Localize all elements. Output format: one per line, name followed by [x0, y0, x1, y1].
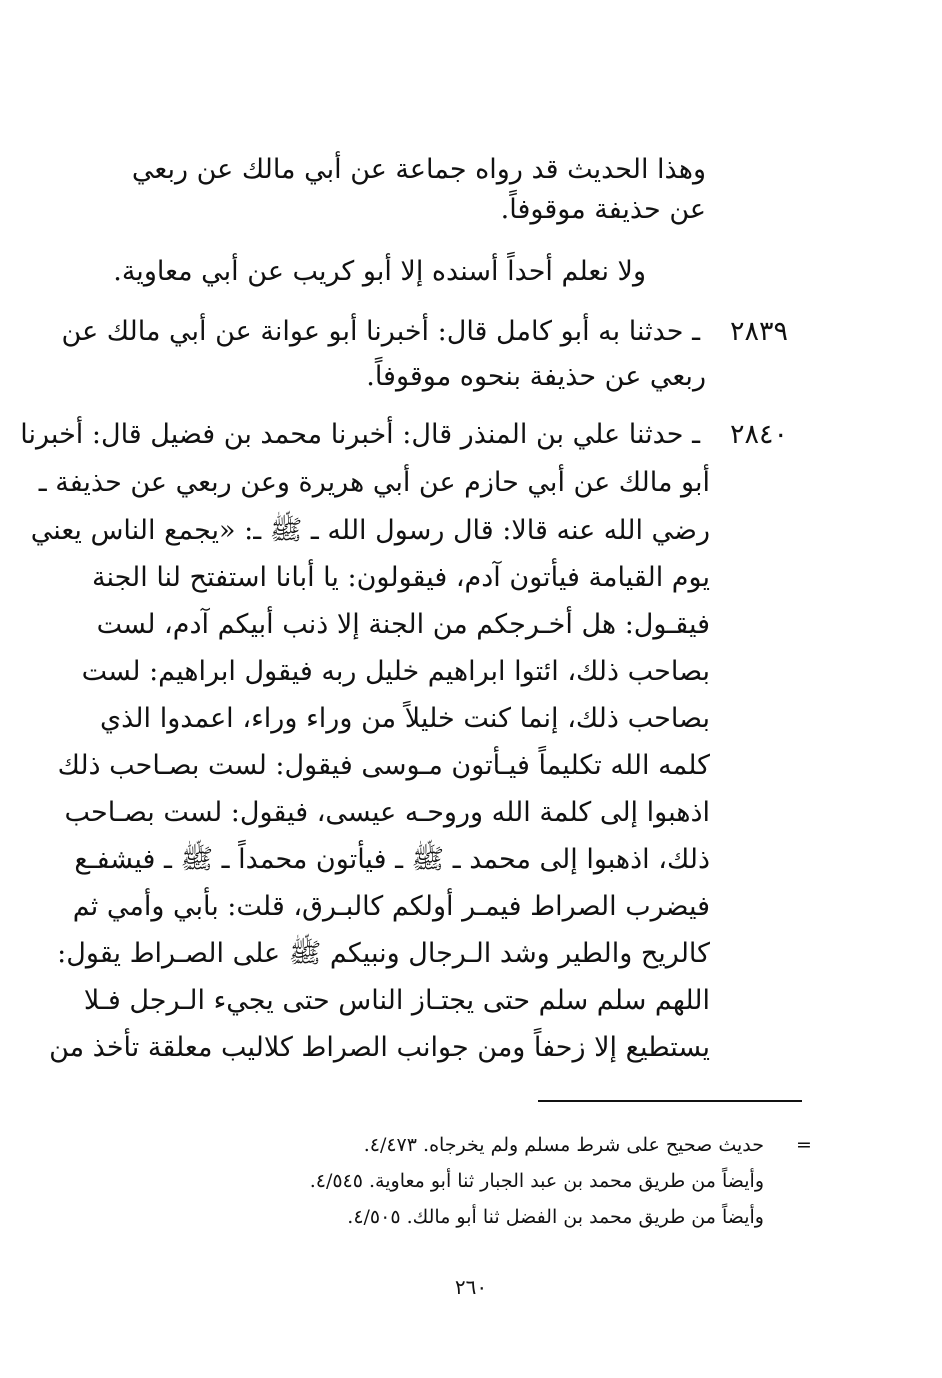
- text-line: بصاحب ذلك، إنما كنت خليلاً من وراء وراء، اعمدوا الذي: [100, 703, 710, 734]
- text-line: عن حذيفة موقوفاً.: [500, 194, 706, 225]
- hadith-number: ٢٨٤٠: [729, 419, 788, 450]
- text-line: ولا نعلم أحداً أسنده إلا أبو كريب عن أبي معاوية.: [113, 256, 646, 287]
- text-line: كالريح والطير وشد الـرجال ونبيكم ﷺ على الصـراط يقول:: [57, 938, 710, 969]
- footnote-separator: [538, 1100, 802, 1102]
- text-line: فيقـول: هل أخـرجكم من الجنة إلا ذنب أبيكم آدم، لست: [96, 609, 710, 640]
- footnote-line: حديث صحيح على شرط مسلم ولم يخرجاه. ٤/٤٧٣.: [363, 1134, 764, 1156]
- text-line: ـ حدثنا به أبو كامل قال: أخبرنا أبو عوانة عن أبي مالك عن: [61, 316, 700, 347]
- hadith-number: ٢٨٣٩: [729, 316, 788, 347]
- text-line: فيضرب الصراط فيمـر أولكم كالبـرق، قلت: بأبي وأمي ثم: [72, 891, 710, 922]
- text-line: كلمه الله تكليماً فيـأتون مـوسى فيقول: لست بصـاحب ذلك: [57, 750, 710, 781]
- text-line: بصاحب ذلك، ائتوا ابراهيم خليل ربه فيقول ابراهيم: لست: [81, 656, 710, 687]
- footnote-line: وأيضاً من طريق محمد بن عبد الجبار ثنا أبو معاوية. ٤/٥٤٥.: [309, 1170, 764, 1192]
- text-line: يستطيع إلا زحفاً ومن جوانب الصراط كلاليب معلقة تأخذ من: [49, 1032, 710, 1063]
- text-line: رضي الله عنه قالا: قال رسول الله ـ ﷺ ـ: «يجمع الناس يعني: [30, 515, 710, 546]
- text-line: ذلك، اذهبوا إلى محمد ـ ﷺ ـ فيأتون محمداً ـ ﷺ ـ فيشفـع: [74, 844, 710, 875]
- text-line: أبو مالك عن أبي حازم عن أبي هريرة وعن ربعي عن حذيفة ـ: [38, 467, 710, 498]
- text-line: اذهبوا إلى كلمة الله وروحـه عيسى، فيقول: لست بصـاحب: [64, 797, 710, 828]
- text-line: ربعي عن حذيفة بنحوه موقوفاً.: [366, 361, 706, 392]
- text-line: ـ حدثنا علي بن المنذر قال: أخبرنا محمد بن فضيل قال: أخبرنا: [20, 419, 700, 450]
- footnote-continuation-marker: =: [796, 1134, 812, 1156]
- text-line: وهذا الحديث قد رواه جماعة عن أبي مالك عن ربعي: [131, 154, 706, 185]
- text-line: يوم القيامة فيأتون آدم، فيقولون: يا أبانا استفتح لنا الجنة: [91, 562, 710, 593]
- footnote-line: وأيضاً من طريق محمد بن الفضل ثنا أبو مالك. ٤/٥٠٥.: [347, 1206, 764, 1228]
- page-number: ٢٦٠: [454, 1275, 488, 1299]
- text-line: اللهم سلم سلم حتى يجتـاز الناس حتى يجيء الـرجل فـلا: [83, 985, 710, 1016]
